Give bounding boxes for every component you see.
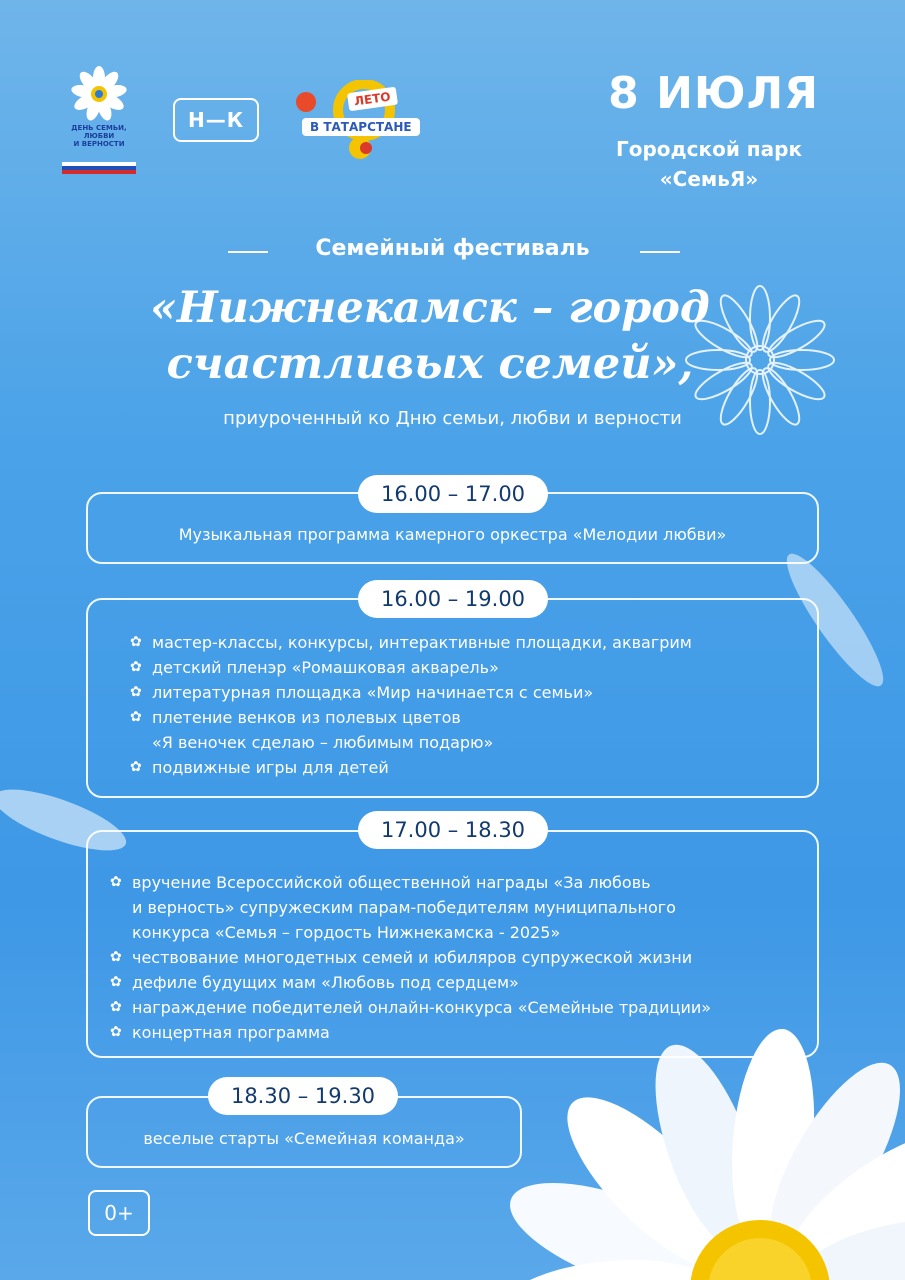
event-venue xyxy=(599,134,819,194)
list-item: ✿ концертная программа xyxy=(110,1020,810,1045)
flower-bullet-icon: ✿ xyxy=(130,709,142,725)
time-badge-1: 16.00 – 17.00 xyxy=(358,475,548,513)
festival-title xyxy=(110,280,750,392)
nk-logo-text: Н—К xyxy=(187,108,245,132)
age-rating-text: 0+ xyxy=(104,1201,134,1225)
venue-line-1: Городской парк xyxy=(615,137,803,161)
leto-region: В ТАТАРСТАНЕ xyxy=(302,118,420,136)
flower-bullet-icon: ✿ xyxy=(110,974,122,990)
schedule-text-1: Музыкальная программа камерного оркестра «Мелодии любви» xyxy=(178,525,727,544)
list-item: ✿ плетение венков из полевых цветов «Я веночек сделаю – любимым подарю» xyxy=(130,705,810,755)
festival-subtitle: приуроченный ко Дню семьи, любви и верности xyxy=(223,408,682,429)
list-item: ✿ детский пленэр «Ромашковая акварель» xyxy=(130,655,810,680)
festival-label: Семейный фестиваль xyxy=(315,236,590,261)
flower-bullet-icon: ✿ xyxy=(110,1024,122,1040)
leto-word: ЛЕТО xyxy=(347,87,398,112)
family-day-caption-1: ДЕНЬ СЕМЬИ, xyxy=(71,124,127,132)
flower-bullet-icon: ✿ xyxy=(130,634,142,650)
flower-bullet-icon: ✿ xyxy=(130,759,142,775)
nk-logo xyxy=(173,98,259,142)
time-badge-2: 16.00 – 19.00 xyxy=(358,580,548,618)
schedule-text-4: веселые старты «Семейная команда» xyxy=(143,1129,465,1148)
time-badge-3: 17.00 – 18.30 xyxy=(358,811,548,849)
flower-bullet-icon: ✿ xyxy=(130,659,142,675)
time-badge-4: 18.30 – 19.30 xyxy=(208,1077,398,1115)
family-day-caption-3: И ВЕРНОСТИ xyxy=(73,140,125,148)
flower-bullet-icon: ✿ xyxy=(110,874,122,890)
daisy-logo-icon xyxy=(60,66,138,126)
family-day-logo xyxy=(60,66,138,178)
list-item: ✿ награждение победителей онлайн-конкурса «Семейные традиции» xyxy=(110,995,810,1020)
list-item: ✿ дефиле будущих мам «Любовь под сердцем» xyxy=(110,970,810,995)
list-item: ✿ вручение Всероссийской общественной награды «За любовь и верность» супружеским парам-победителям муниципального конкурса «Семья – гордость Нижнекамска - 2025» xyxy=(110,870,810,945)
leto-tatarstan-logo xyxy=(290,80,440,164)
list-item: ✿ литературная площадка «Мир начинается с семьи» xyxy=(130,680,810,705)
flower-bullet-icon: ✿ xyxy=(130,684,142,700)
list-item: ✿ чествование многодетных семей и юбиляров супружеской жизни xyxy=(110,945,810,970)
flower-bullet-icon: ✿ xyxy=(110,999,122,1015)
event-date: 8 ИЮЛЯ xyxy=(608,68,819,119)
schedule-list-2 xyxy=(130,630,810,780)
festival-title-line-2: счастливых семей», xyxy=(166,339,694,389)
venue-line-2: «СемьЯ» xyxy=(659,167,759,191)
list-item: ✿ мастер-классы, конкурсы, интерактивные площадки, аквагрим xyxy=(130,630,810,655)
festival-title-line-1: «Нижнекамск – город xyxy=(150,283,710,333)
list-item: ✿ подвижные игры для детей xyxy=(130,755,810,780)
schedule-list-3 xyxy=(110,870,810,1045)
flower-bullet-icon: ✿ xyxy=(110,949,122,965)
family-day-caption-2: ЛЮБВИ xyxy=(83,132,115,140)
age-rating-badge xyxy=(88,1190,150,1236)
